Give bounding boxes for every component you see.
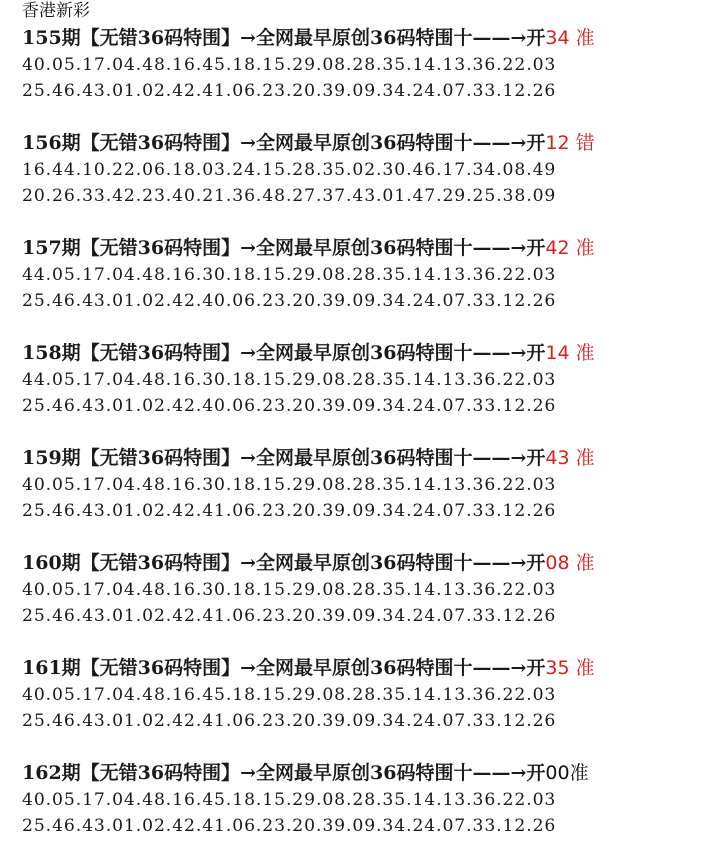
issue-number: 159期 — [22, 447, 81, 469]
number-line-1: 40.05.17.04.48.16.45.18.15.29.08.28.35.14.13.36.22.03 — [22, 55, 557, 75]
period-block-156 — [22, 129, 712, 234]
number-line-2: 25.46.43.01.02.42.41.06.23.20.39.09.34.24.07.33.12.26 — [22, 711, 557, 731]
issue-number: 156期 — [22, 132, 81, 154]
issue-number: 155期 — [22, 27, 81, 49]
result-value: 12 错 — [545, 132, 595, 154]
result-value: 34 准 — [545, 27, 595, 49]
issue-number: 162期 — [22, 762, 81, 784]
period-block-159 — [22, 444, 712, 549]
result-value: 43 准 — [545, 447, 595, 469]
headline-text: 【无错36码特围】→全网最早原创36码特围十——→开 — [80, 27, 546, 49]
period-headline — [22, 234, 712, 262]
headline-text: 【无错36码特围】→全网最早原创36码特围十——→开 — [80, 342, 546, 364]
period-block-162 — [22, 759, 712, 864]
period-block-157 — [22, 234, 712, 339]
headline-text: 【无错36码特围】→全网最早原创36码特围十——→开 — [80, 657, 546, 679]
period-block-155 — [22, 24, 712, 129]
issue-number: 160期 — [22, 552, 81, 574]
period-block-161 — [22, 654, 712, 759]
period-headline — [22, 444, 712, 472]
headline-text: 【无错36码特围】→全网最早原创36码特围十——→开 — [80, 237, 546, 259]
number-line-1: 40.05.17.04.48.16.30.18.15.29.08.28.35.14.13.36.22.03 — [22, 475, 557, 495]
headline-text: 【无错36码特围】→全网最早原创36码特围十——→开 — [80, 552, 546, 574]
headline-text: 【无错36码特围】→全网最早原创36码特围十——→开 — [80, 132, 546, 154]
number-line-1: 16.44.10.22.06.18.03.24.15.28.35.02.30.46.17.34.08.49 — [22, 160, 557, 180]
number-line-1: 44.05.17.04.48.16.30.18.15.29.08.28.35.14.13.36.22.03 — [22, 370, 557, 390]
number-line-2: 25.46.43.01.02.42.41.06.23.20.39.09.34.24.07.33.12.26 — [22, 606, 557, 626]
period-block-160 — [22, 549, 712, 654]
period-headline — [22, 24, 712, 52]
period-headline — [22, 759, 712, 787]
period-headline — [22, 549, 712, 577]
issue-number: 157期 — [22, 237, 81, 259]
result-value: 42 准 — [545, 237, 595, 259]
headline-text: 【无错36码特围】→全网最早原创36码特围十——→开 — [80, 762, 546, 784]
result-value: 00准 — [545, 762, 589, 784]
number-line-2: 25.46.43.01.02.42.41.06.23.20.39.09.34.24.07.33.12.26 — [22, 81, 557, 101]
number-line-2: 25.46.43.01.02.42.40.06.23.20.39.09.34.24.07.33.12.26 — [22, 396, 557, 416]
number-line-1: 40.05.17.04.48.16.45.18.15.29.08.28.35.14.13.36.22.03 — [22, 790, 557, 810]
result-value: 14 准 — [545, 342, 595, 364]
headline-text: 【无错36码特围】→全网最早原创36码特围十——→开 — [80, 447, 546, 469]
period-headline — [22, 339, 712, 367]
period-headline — [22, 129, 712, 157]
number-line-2: 25.46.43.01.02.42.41.06.23.20.39.09.34.24.07.33.12.26 — [22, 501, 557, 521]
issue-number: 161期 — [22, 657, 81, 679]
period-list — [22, 24, 712, 864]
number-line-2: 25.46.43.01.02.42.40.06.23.20.39.09.34.24.07.33.12.26 — [22, 291, 557, 311]
number-line-1: 40.05.17.04.48.16.45.18.15.29.08.28.35.14.13.36.22.03 — [22, 685, 557, 705]
result-value: 08 准 — [545, 552, 595, 574]
page-title: 香港新彩 — [22, 1, 90, 21]
number-line-2: 20.26.33.42.23.40.21.36.48.27.37.43.01.47.29.25.38.09 — [22, 186, 557, 206]
result-value: 35 准 — [545, 657, 595, 679]
period-block-158 — [22, 339, 712, 444]
number-line-1: 44.05.17.04.48.16.30.18.15.29.08.28.35.14.13.36.22.03 — [22, 265, 557, 285]
number-line-1: 40.05.17.04.48.16.30.18.15.29.08.28.35.14.13.36.22.03 — [22, 580, 557, 600]
number-line-2: 25.46.43.01.02.42.41.06.23.20.39.09.34.24.07.33.12.26 — [22, 816, 557, 836]
issue-number: 158期 — [22, 342, 81, 364]
period-headline — [22, 654, 712, 682]
